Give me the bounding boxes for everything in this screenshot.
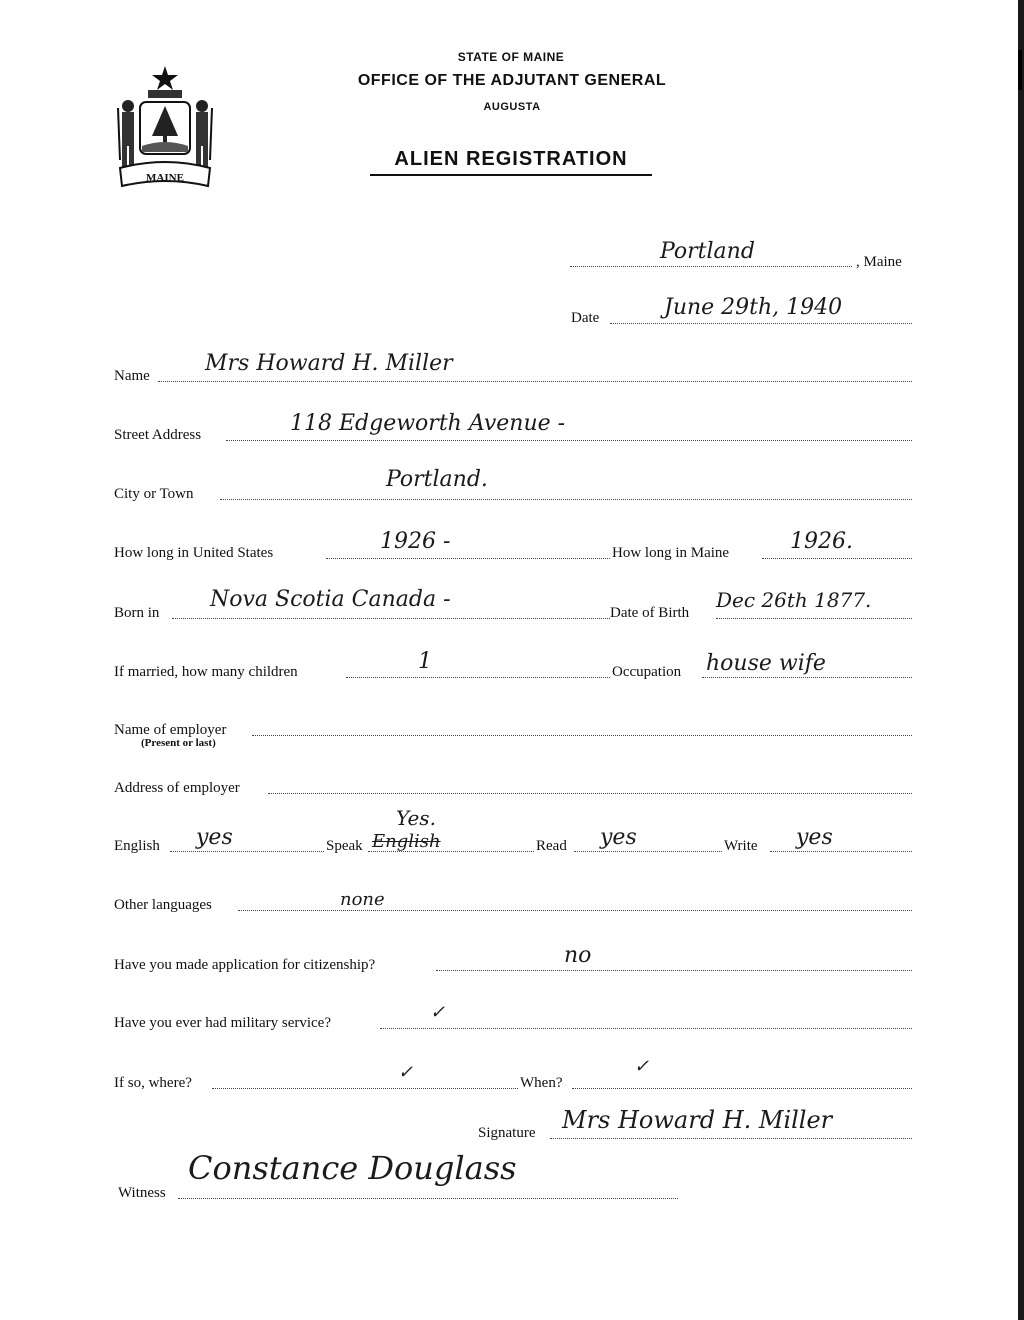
read-line	[574, 851, 722, 852]
witness-value: Constance Douglass	[188, 1149, 517, 1187]
occupation-line	[702, 677, 912, 678]
city-value: Portland.	[386, 467, 488, 492]
street-line	[226, 440, 912, 441]
employer-address-label: Address of employer	[114, 780, 240, 796]
us-duration-line	[326, 558, 610, 559]
maine-duration-label: How long in Maine	[612, 545, 730, 561]
citizenship-line	[436, 970, 912, 971]
name-value: Mrs Howard H. Miller	[205, 351, 453, 376]
employer-line	[252, 735, 912, 736]
read-value: yes	[600, 825, 637, 850]
signature-line	[550, 1138, 912, 1139]
maine-duration-value: 1926.	[790, 529, 853, 554]
children-label: If married, how many children	[114, 664, 298, 680]
other-languages-label: Other languages	[114, 897, 212, 913]
seal-motto: MAINE	[146, 172, 184, 184]
maine-duration-line	[762, 558, 912, 559]
date-line	[610, 323, 912, 324]
location-suffix: , Maine	[856, 254, 902, 270]
dob-label: Date of Birth	[610, 605, 690, 621]
us-duration-label: How long in United States	[114, 545, 274, 561]
header-office: OFFICE OF THE ADJUTANT GENERAL	[357, 72, 667, 89]
witness-label: Witness	[118, 1185, 166, 1201]
dob-line	[716, 618, 912, 619]
when-checkmark-icon: ✓	[634, 1056, 650, 1077]
born-value: Nova Scotia Canada -	[210, 587, 451, 612]
form-title: ALIEN REGISTRATION	[370, 148, 652, 176]
location-line	[570, 266, 852, 267]
born-label: Born in	[114, 605, 160, 621]
signature-label: Signature	[478, 1125, 536, 1141]
witness-line	[178, 1198, 678, 1199]
us-duration-value: 1926 -	[380, 529, 451, 554]
employer-sublabel: (Present or last)	[141, 737, 216, 749]
read-label: Read	[536, 838, 567, 854]
when-line	[572, 1088, 912, 1089]
date-label: Date	[571, 310, 600, 326]
header-state: STATE OF MAINE	[457, 50, 565, 64]
occupation-value: house wife	[706, 651, 826, 676]
location-suffix-text: Maine	[863, 254, 902, 270]
header-city: AUGUSTA	[483, 101, 541, 113]
dob-value: Dec 26th 1877.	[716, 588, 872, 612]
street-value: 118 Edgeworth Avenue -	[290, 411, 566, 436]
other-languages-value: none	[340, 889, 385, 910]
scan-edge	[1018, 0, 1024, 1320]
write-value: yes	[796, 825, 833, 850]
military-checkmark-icon: ✓	[430, 1002, 446, 1023]
citizenship-label: Have you made application for citizenship?	[114, 957, 376, 973]
signature-value: Mrs Howard H. Miller	[562, 1106, 833, 1134]
where-line	[212, 1088, 518, 1089]
speak-value: Yes.	[396, 806, 436, 830]
speak-struck-value: English	[372, 831, 441, 852]
location-value: Portland	[660, 239, 755, 264]
city-label: City or Town	[114, 486, 194, 502]
write-label: Write	[724, 838, 758, 854]
employer-address-line	[268, 793, 912, 794]
street-label: Street Address	[114, 427, 202, 443]
occupation-label: Occupation	[612, 664, 682, 680]
children-value: 1	[418, 649, 432, 674]
citizenship-value: no	[564, 943, 592, 968]
city-line	[220, 499, 912, 500]
english-line	[170, 851, 324, 852]
where-checkmark-icon: ✓	[398, 1062, 414, 1083]
english-value: yes	[196, 825, 233, 850]
speak-label: Speak	[326, 838, 363, 854]
children-line	[346, 677, 610, 678]
employer-label: Name of employer	[114, 722, 227, 738]
military-label: Have you ever had military service?	[114, 1015, 331, 1031]
where-label: If so, where?	[114, 1075, 192, 1091]
born-line	[172, 618, 610, 619]
english-label: English	[114, 838, 160, 854]
when-label: When?	[520, 1075, 563, 1091]
date-value: June 29th, 1940	[664, 295, 843, 320]
name-label: Name	[114, 368, 150, 384]
name-line	[158, 381, 912, 382]
military-line	[380, 1028, 912, 1029]
write-line	[770, 851, 912, 852]
